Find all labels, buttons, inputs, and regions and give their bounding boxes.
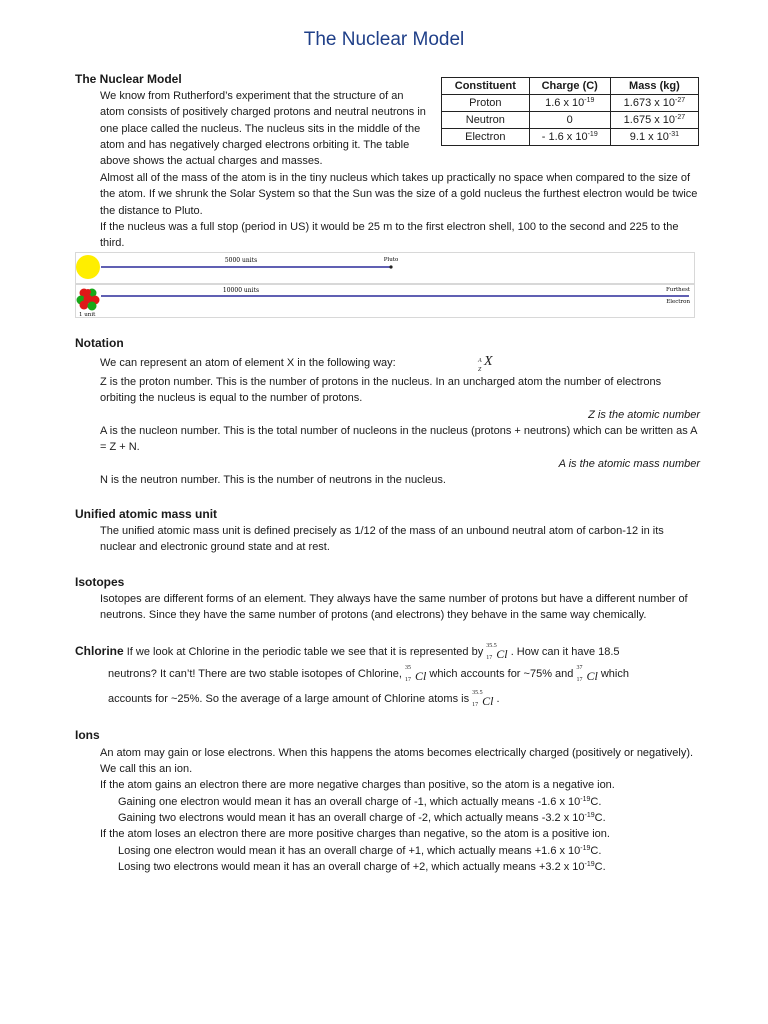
nuclear-model-paragraph-3: If the nucleus was a full stop (period in US) it would be 25 m to the first electron shell, 100 to the second and 225 to the third.	[100, 221, 679, 250]
distance-label-5000: 5000 units	[224, 257, 258, 264]
gain-one-electron: Gaining one electron would mean it has an overall charge of -1, which actually means -1.6 x $10^{-19}C$.	[118, 796, 602, 808]
table-header: Constituent	[442, 78, 530, 95]
chlorine-avg-symbol-2: 35.5 17 Cl	[472, 690, 494, 708]
mass-value: 1.673 x $10^{-27}$	[610, 95, 698, 112]
pluto-marker	[389, 265, 392, 268]
table-row	[442, 95, 699, 112]
constituent-name: Proton	[442, 95, 530, 112]
table-row	[442, 112, 699, 129]
section-heading-nuclear-model: The Nuclear Model	[75, 72, 182, 86]
sun-icon	[76, 255, 100, 279]
lose-two-electrons: Losing two electrons would mean it has an overall charge of +2, which actually means +3.2 x $10^{-19}C$.	[118, 861, 606, 873]
section-heading-amu: Unified atomic mass unit	[75, 507, 218, 521]
chlorine-35-symbol: 35 17 Cl	[404, 665, 427, 683]
amu-text: The unified atomic mass unit is defined precisely as 1/12 of the mass of an unbound neutral atom of carbon-12 in its nuclear and electronic ground state and at rest.	[100, 525, 664, 554]
pluto-label: Pluto	[383, 257, 399, 263]
bottom-panel	[76, 285, 695, 318]
charge-value: 0	[529, 112, 610, 129]
nuclear-model-paragraph-2: Almost all of the mass of the atom is in the tiny nucleus which takes up practically no space when compared to the size of the atom. If we shrunk the Solar System so that the Sun was the size of a gold nucleus the furthest electron would be twice the distance to Pluto.	[100, 172, 698, 217]
furthest-label: Furthest	[665, 287, 690, 293]
chlorine-line-2: neutrons? It can’t! There are two stable isotopes of Chlorine, 35 17 Cl which accounts for ~75% and 37 17 Cl which	[108, 665, 629, 683]
isotopes-text: Isotopes are different forms of an element. They always have the same number of protons but have a different number of neutrons. Since they have the same number of protons (and electrons) they behave in the same way chemically.	[100, 593, 688, 622]
section-heading-isotopes: Isotopes	[75, 575, 125, 589]
charge-value: 1.6 x $10^{-19}$	[529, 95, 610, 112]
negative-ion-text: If the atom gains an electron there are more negative charges than positive, so the atom is a negative ion.	[100, 779, 615, 791]
constituent-name: Neutron	[442, 112, 530, 129]
constituents-table	[441, 77, 699, 146]
constituent-name: Electron	[442, 129, 530, 146]
mass-value: 1.675 x $10^{-27}$	[610, 112, 698, 129]
proton-number-text: Z is the proton number. This is the number of protons in the nucleus. In an uncharged atom the number of electrons orbiting the nucleus is equal to the number of protons.	[100, 376, 662, 405]
section-heading-ions: Ions	[75, 728, 100, 742]
ions-intro: An atom may gain or lose electrons. When this happens the atoms becomes electrically charged (positively or negatively). We call this an ion.	[100, 747, 694, 776]
chlorine-heading: Chlorine	[75, 644, 124, 658]
page-title: The Nuclear Model	[303, 29, 465, 50]
notation-intro: We can represent an atom of element X in the following way:	[100, 357, 396, 369]
one-unit-label: 1 unit	[79, 312, 96, 318]
section-heading-notation: Notation	[75, 336, 124, 350]
table-header-row	[442, 78, 699, 95]
mass-value: 9.1 x $10^{-31}$	[610, 129, 698, 146]
atomic-mass-number-note: A is the atomic mass number	[558, 458, 700, 470]
chlorine-37-symbol: 37 17 Cl	[576, 665, 598, 683]
positive-ion-text: If the atom loses an electron there are more positive charges than negative, so the atom is a positive ion.	[100, 828, 610, 840]
element-notation-symbol: A Z X	[478, 354, 493, 373]
distance-label-10000: 10000 units	[222, 287, 260, 294]
chlorine-avg-symbol: 35.5 17 Cl	[486, 643, 508, 661]
table-row	[442, 129, 699, 146]
electron-label: Electron	[666, 299, 690, 305]
solar-system-scale-diagram	[75, 252, 695, 320]
atomic-number-note: Z is the atomic number	[588, 409, 700, 421]
table-header: Charge (C)	[529, 78, 610, 95]
nuclear-model-paragraph: We know from Rutherford’s experiment that the structure of an atom consists of positively charged protons and neutral neutrons in one place called the nucleus. The nucleus sits in the middle of the atom and has negatively charged electrons orbiting it. The table above shows the actual charges and masses.	[100, 90, 426, 168]
table-header: Mass (kg)	[610, 78, 698, 95]
charge-value: - 1.6 x $10^{-19}$	[529, 129, 610, 146]
nucleon-number-text: A is the nucleon number. This is the total number of nucleons in the nucleus (protons + neutrons) which can be written as A = Z + N.	[100, 425, 697, 454]
chlorine-line-3: accounts for ~25%. So the average of a large amount of Chlorine atoms is 35.5 17 Cl .	[108, 690, 500, 708]
gain-two-electrons: Gaining two electrons would mean it has an overall charge of -2, which actually means -3.2 x $10^{-19}C$.	[118, 812, 606, 824]
lose-one-electron: Losing one electron would mean it has an overall charge of +1, which actually means +1.6 x $10^{-19}C$.	[118, 845, 602, 857]
chlorine-line-1: Chlorine If we look at Chlorine in the periodic table we see that it is represented by 35.5 17 Cl . How can it have 18.5	[75, 643, 620, 661]
neutron-number-text: N is the neutron number. This is the number of neutrons in the nucleus.	[100, 474, 446, 486]
